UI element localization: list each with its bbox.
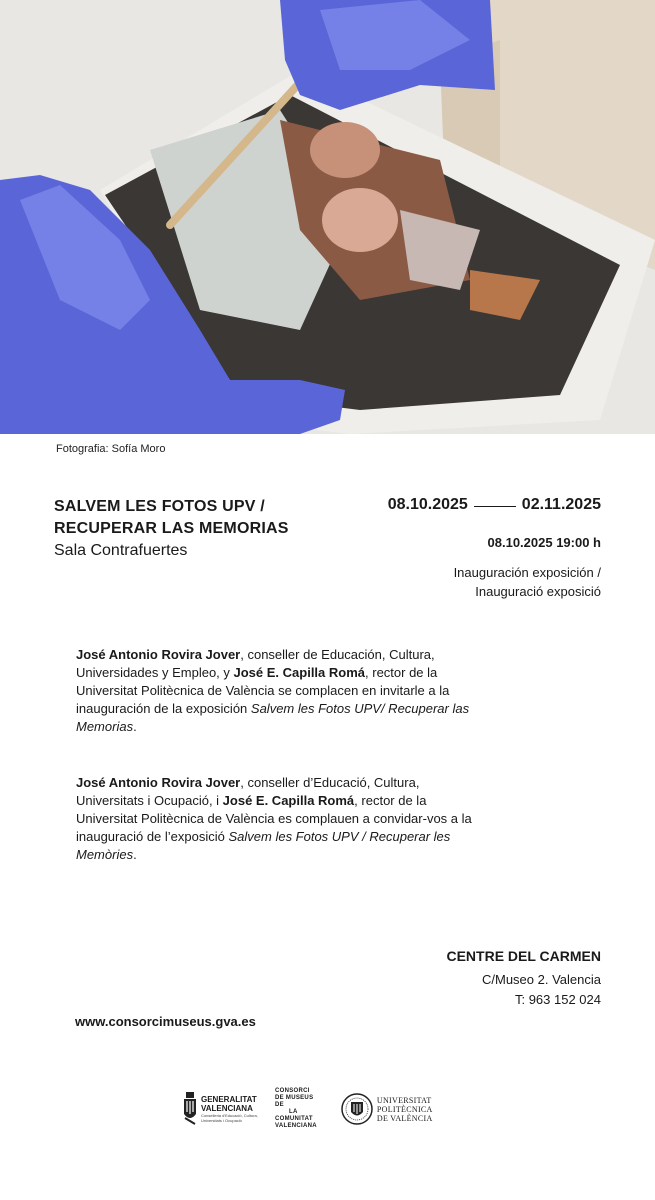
opening-label-va: Inauguració exposició bbox=[475, 584, 601, 599]
host-name-2: José E. Capilla Romá bbox=[222, 793, 355, 808]
gv-line1: GENERALITAT bbox=[201, 1095, 257, 1104]
photo-illustration bbox=[0, 0, 655, 434]
invitation-text-2: , rector de la Universitat Politècnica de València es complauen a convidar-vos a la inauguració de l’exposició bbox=[76, 793, 472, 844]
upv-logo bbox=[341, 1093, 433, 1125]
invitation-text-1: , conseller d’Educació, Cultura, Universitats i Ocupació, i bbox=[76, 775, 420, 808]
hero-photo bbox=[0, 0, 655, 434]
opening-label-es: Inauguración exposición / bbox=[453, 565, 601, 580]
upv-line1: UNIVERSITAT bbox=[376, 1095, 432, 1105]
host-name-2: José E. Capilla Romá bbox=[233, 665, 366, 680]
consorci-line4: LA bbox=[289, 1109, 298, 1115]
host-name-1: José Antonio Rovira Jover bbox=[76, 775, 241, 790]
invitation-end: . bbox=[133, 719, 137, 734]
upv-line3: DE VALÈNCIA bbox=[376, 1113, 433, 1123]
date-end: 02.11.2025 bbox=[521, 496, 601, 513]
exhibition-venue: Sala Contrafuertes bbox=[54, 542, 188, 559]
location-phone: T: 963 152 024 bbox=[514, 992, 601, 1007]
exhibition-title-line1: SALVEM LES FOTOS UPV / bbox=[54, 498, 265, 515]
exhibition-title-italic: Salvem les Fotos UPV/ Recuperar las Memorias bbox=[76, 701, 470, 734]
exhibition-title-line2: RECUPERAR LAS MEMORIAS bbox=[54, 520, 289, 537]
invitation-text-2: , rector de la Universitat Politècnica de València se complacen en invitarle a la inauguración de la exposición bbox=[76, 665, 450, 716]
opening-label bbox=[454, 563, 601, 601]
logos-row bbox=[183, 1088, 433, 1130]
generalitat-emblem-icon bbox=[183, 1092, 197, 1126]
location-address: C/Museo 2. Valencia bbox=[482, 972, 601, 987]
host-name-1: José Antonio Rovira Jover bbox=[76, 647, 241, 662]
consorci-line1: CONSORCI bbox=[275, 1088, 310, 1094]
generalitat-logo bbox=[183, 1092, 261, 1126]
website-link[interactable]: www.consorcimuseus.gva.es bbox=[75, 1014, 256, 1029]
location-name: CENTRE DEL CARMEN bbox=[446, 948, 601, 964]
title-block bbox=[54, 496, 354, 562]
invitation-spanish bbox=[76, 646, 476, 736]
invitation-valencian bbox=[76, 774, 476, 864]
opening-time: 08.10.2025 19:00 h bbox=[487, 535, 601, 550]
exhibition-dates bbox=[388, 496, 601, 514]
consorci-logo bbox=[275, 1088, 317, 1130]
photo-credit: Fotografia: Sofía Moro bbox=[56, 443, 166, 455]
location-block bbox=[446, 946, 601, 1010]
invitation-text-1: , conseller de Educación, Cultura, Universidades y Empleo, y bbox=[76, 647, 435, 680]
gv-subtitle: Conselleria d'Educació, Cultura, Universitats i Ocupació bbox=[201, 1113, 258, 1123]
upv-line2: POLITÈCNICA bbox=[376, 1104, 433, 1114]
consorci-line5: COMUNITAT bbox=[275, 1116, 313, 1122]
invitation-end: . bbox=[133, 847, 137, 862]
consorci-line6: VALENCIANA bbox=[275, 1123, 317, 1129]
consorci-line2: DE MUSEUS bbox=[275, 1095, 314, 1101]
date-start: 08.10.2025 bbox=[387, 496, 468, 513]
upv-seal-icon bbox=[341, 1093, 373, 1125]
exhibition-title-italic: Salvem les Fotos UPV / Recuperar les Memòries bbox=[76, 829, 451, 862]
date-separator bbox=[474, 506, 516, 507]
consorci-line3: DE bbox=[275, 1102, 284, 1108]
gv-line2: VALENCIANA bbox=[201, 1104, 253, 1113]
